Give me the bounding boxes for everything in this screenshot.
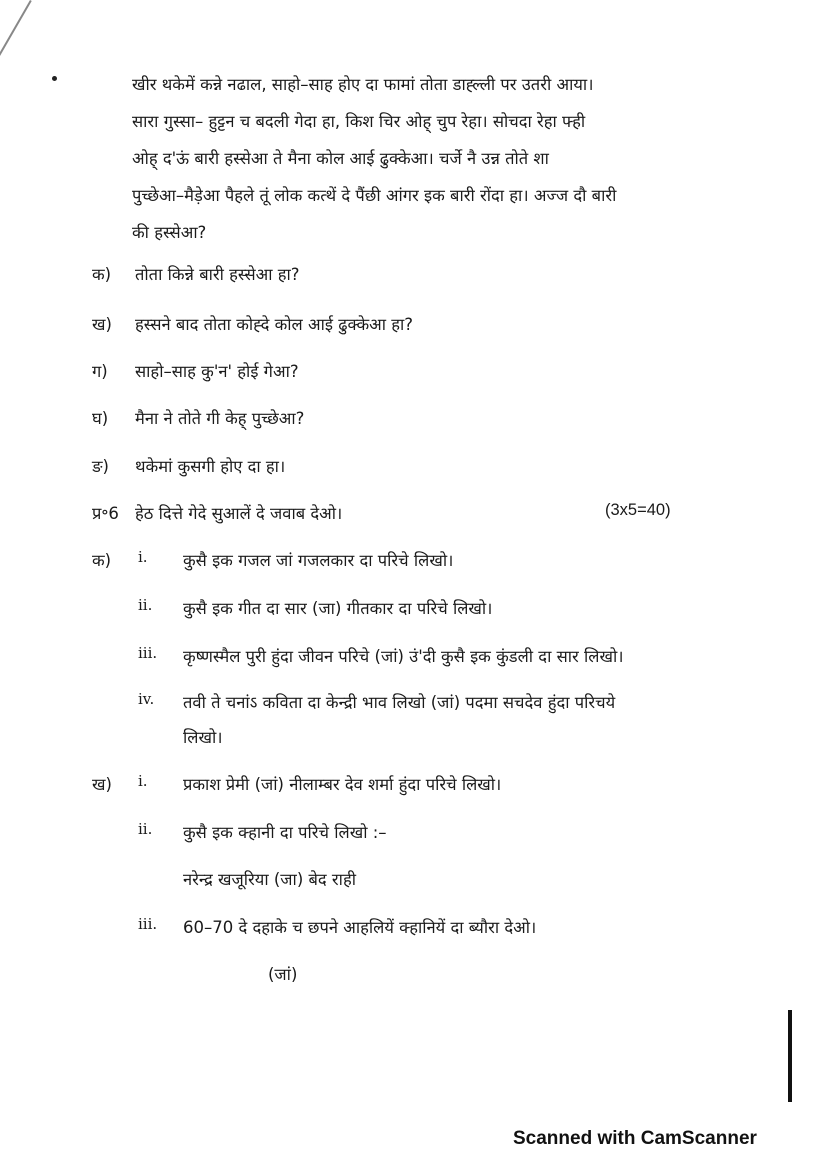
passage-line: ओह् द'ऊं बारी हस्सेआ ते मैना कोल आई ढुक्केआ। चर्जे नै उन्न तोते शा: [132, 149, 549, 168]
question-text: थकेमां कुसगी होए दा हा।: [135, 457, 286, 476]
question-marker: ग): [92, 362, 108, 381]
item-text: 60–70 दे दहाके च छपने आहलियें क्हानियें दा ब्यौरा देओ।: [183, 918, 537, 937]
roman-numeral: iv.: [138, 690, 155, 708]
question-text: हस्सने बाद तोता कोह्दे कोल आई ढुक्केआ हा?: [135, 315, 414, 334]
item-text: कुसै इक गीत दा सार (जा) गीतकार दा परिचे लिखो।: [183, 599, 493, 618]
scan-mark-dot: [52, 76, 57, 81]
item-text: लिखो।: [183, 728, 223, 747]
roman-numeral: ii.: [138, 596, 153, 614]
scan-edge-bar: [788, 1010, 792, 1102]
roman-numeral: iii.: [138, 915, 158, 933]
scanner-watermark: Scanned with CamScanner: [513, 1128, 757, 1149]
item-subtext: नरेन्द्र खजूरिया (जा) बेद राही: [183, 870, 356, 889]
item-text: कुसै इक गजल जां गजलकार दा परिचे लिखो।: [183, 551, 454, 570]
roman-numeral: iii.: [138, 644, 158, 662]
passage-line: की हस्सेआ?: [132, 223, 207, 242]
q6-number: प्र॰6: [92, 504, 119, 523]
passage: [132, 66, 724, 251]
item-text: कुसै इक क्हानी दा परिचे लिखो :–: [183, 823, 387, 842]
or-separator: (जां): [268, 965, 298, 984]
question-marker: क): [92, 265, 112, 284]
item-text: कृष्णस्मैल पुरी हुंदा जीवन परिचे (जां) उं'दी कुसै इक कुंडली दा सार लिखो।: [183, 647, 624, 666]
question-marker: ङ): [92, 457, 109, 476]
passage-line: पुच्छेआ–मैड़ेआ पैहले तूं लोक कत्थें दे पैंछी आंगर इक बारी रोंदा हा। अज्ज दौ बारी: [132, 186, 617, 205]
passage-line: खीर थकेमें कन्ने नढाल, साहो–साह होए दा फामां तोता डाह्ल्ली पर उतरी आया।: [132, 75, 594, 94]
question-text: मैना ने तोते गी केह् पुच्छेआ?: [135, 409, 305, 428]
roman-numeral: ii.: [138, 820, 153, 838]
scan-mark-line: [0, 0, 32, 105]
question-marker: घ): [92, 409, 109, 428]
question-text: तोता किन्ने बारी हस्सेआ हा?: [135, 265, 300, 284]
section-marker: ख): [92, 775, 112, 794]
q6-instruction: हेठ दित्ते गेदे सुआलें दे जवाब देओ।: [135, 504, 343, 523]
roman-numeral: i.: [138, 772, 148, 790]
roman-numeral: i.: [138, 548, 148, 566]
item-text: तवी ते चनांऽ कविता दा केन्द्री भाव लिखो (जां) पदमा सचदेव हुंदा परिचये: [183, 693, 616, 712]
passage-line: सारा गुस्सा– हुट्टन च बदली गेदा हा, किश चिर ओह् चुप रेहा। सोचदा रेहा फ्ही: [132, 112, 586, 131]
q6-marks: (3x5=40): [605, 501, 671, 519]
question-marker: ख): [92, 315, 112, 334]
question-text: साहो–साह कु'न' होई गेआ?: [135, 362, 299, 381]
section-marker: क): [92, 551, 112, 570]
item-text: प्रकाश प्रेमी (जां) नीलाम्बर देव शर्मा हुंदा परिचे लिखो।: [183, 775, 502, 794]
